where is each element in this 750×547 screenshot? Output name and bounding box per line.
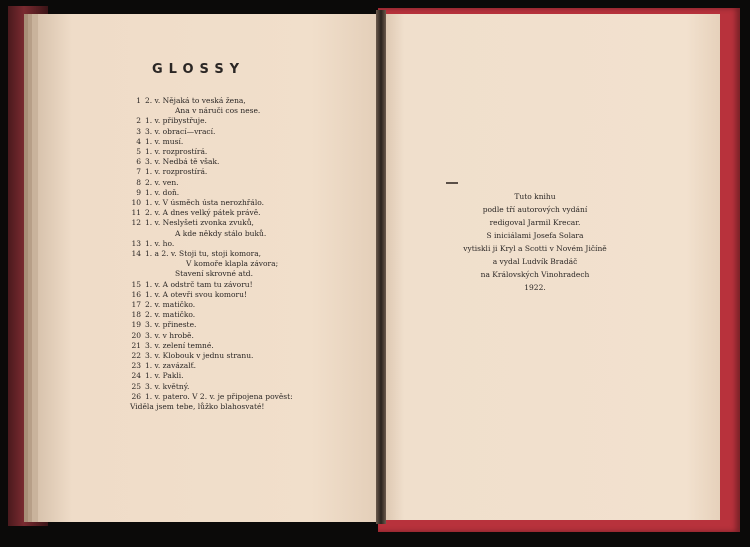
gloss-text: 1. v. rozprostírá. xyxy=(145,147,208,157)
gloss-text: 1. v. rozprostírá. xyxy=(145,167,208,177)
gloss-text: 1. v. Neslyšeti zvonka zvuků, xyxy=(145,218,254,228)
gloss-entry xyxy=(126,188,366,198)
gloss-text: 3. v. zelení temné. xyxy=(145,340,214,350)
gloss-entry xyxy=(126,280,366,290)
colophon xyxy=(430,190,640,294)
gloss-continuation: Stavení skrovné atd. xyxy=(175,269,253,279)
colophon-line: Tuto knihu xyxy=(514,192,556,201)
gloss-text: 3. v. v hrobě. xyxy=(145,330,194,340)
gloss-text: 3. v. Klobouk v jednu stranu. xyxy=(145,351,254,361)
gloss-text: 1. v. musí. xyxy=(145,136,184,146)
gloss-number: 5 xyxy=(136,147,141,157)
gloss-entry xyxy=(126,361,366,371)
gloss-entry xyxy=(126,239,366,249)
gloss-number: 2 xyxy=(136,116,141,126)
colophon-line: a vydal Ludvík Bradáč xyxy=(492,257,578,266)
gloss-number: 26 xyxy=(131,391,141,401)
gloss-number: 10 xyxy=(131,198,141,208)
gloss-number: 19 xyxy=(131,320,141,330)
gloss-number: 14 xyxy=(131,249,141,259)
gloss-number: 3 xyxy=(136,126,141,136)
book-gutter xyxy=(376,10,386,524)
gloss-entry xyxy=(126,137,366,147)
page-title: GLOSSY xyxy=(152,62,246,77)
gloss-text: 2. v. A dnes velký pátek právě. xyxy=(145,208,261,218)
gloss-entry xyxy=(126,382,366,392)
gloss-number: 23 xyxy=(131,361,141,371)
gloss-number: 7 xyxy=(136,167,141,177)
gloss-entry xyxy=(126,147,366,157)
gloss-number: 1 xyxy=(136,96,141,105)
gloss-text: 1. v. zavázalť. xyxy=(145,361,197,371)
gloss-number: 11 xyxy=(131,208,141,218)
gloss-text: 3. v. květný. xyxy=(145,381,190,391)
gloss-entry xyxy=(126,290,366,300)
gloss-entry xyxy=(126,208,366,218)
gloss-entry xyxy=(126,351,366,361)
gloss-entry xyxy=(126,249,366,259)
gloss-entry xyxy=(126,167,366,177)
colophon-line: redigoval Jarmil Krecar. xyxy=(489,218,581,227)
gloss-entry xyxy=(126,331,366,341)
gloss-entry xyxy=(126,127,366,137)
gloss-number: 8 xyxy=(136,177,141,187)
gloss-list xyxy=(126,96,366,412)
gloss-text: 3. v. přineste. xyxy=(145,320,197,330)
colophon-line: podle tří autorových vydání xyxy=(482,205,588,214)
gloss-number: 16 xyxy=(131,289,141,299)
gloss-continuation: V komoře klapla závora; xyxy=(186,259,279,269)
gloss-entry xyxy=(126,178,366,188)
gloss-text: 1. a 2. v. Stoji tu, stoji komora, xyxy=(145,249,262,259)
gloss-text: 1. v. ho. xyxy=(145,238,175,248)
gloss-text: 1. v. Pakli. xyxy=(145,371,184,381)
gloss-text: 1. v. A odstrč tam tu závoru! xyxy=(145,279,253,289)
gloss-number: 13 xyxy=(131,238,141,248)
gloss-number: 18 xyxy=(131,310,141,320)
gloss-number: 21 xyxy=(131,340,141,350)
gloss-text: 2. v. ven. xyxy=(145,177,179,187)
gloss-number: 22 xyxy=(131,351,141,361)
gloss-number: 25 xyxy=(131,381,141,391)
gloss-entry xyxy=(126,157,366,167)
gloss-text: 3. v. Nedbá tě však. xyxy=(145,157,220,167)
gloss-number: 6 xyxy=(136,157,141,167)
gloss-number: 17 xyxy=(131,300,141,310)
gloss-number: 4 xyxy=(136,136,141,146)
gloss-text: 1. v. V úsměch ústa nerozhřálo. xyxy=(145,198,265,208)
colophon-line: na Královských Vinohradech xyxy=(480,270,590,279)
printer-mark xyxy=(446,182,458,184)
gloss-number: 20 xyxy=(131,330,141,340)
colophon-line: vytiskli ji Kryl a Scotti v Novém Jičíně xyxy=(463,244,607,253)
gloss-entry xyxy=(126,218,366,228)
gloss-entry xyxy=(126,96,366,106)
gloss-entry xyxy=(126,371,366,381)
gloss-number: 9 xyxy=(136,187,141,197)
colophon-line: 1922. xyxy=(524,283,546,292)
gloss-entry xyxy=(126,198,366,208)
gloss-entry xyxy=(126,310,366,320)
gloss-text: 1. v. patero. V 2. v. je připojena pověst: xyxy=(145,391,293,401)
gloss-text: 2. v. matičko. xyxy=(145,300,196,310)
gloss-text: 3. v. obrací—vrací. xyxy=(145,126,216,136)
gloss-number: 12 xyxy=(131,218,141,228)
gloss-text: 1. v. doň. xyxy=(145,187,180,197)
gloss-text: 1. v. přibystřuje. xyxy=(145,116,207,126)
gloss-continuation: A kde někdy stálo buků. xyxy=(175,228,267,238)
gloss-continuation: Ana v náruči cos nese. xyxy=(175,106,261,116)
gloss-text: 2. v. Nějaká to veská žena, xyxy=(145,96,246,105)
gloss-entry xyxy=(126,320,366,330)
gloss-text: 1. v. A otevři svou komoru! xyxy=(145,289,247,299)
colophon-line: S iniciálami Josefa Solara xyxy=(486,231,584,240)
gloss-entry xyxy=(126,392,366,402)
gloss-entry xyxy=(126,116,366,126)
gloss-entry xyxy=(126,300,366,310)
gloss-number: 15 xyxy=(131,279,141,289)
gloss-final-line: Viděla jsem tebe, lůžko blahosvaté! xyxy=(130,402,265,412)
gloss-number: 24 xyxy=(131,371,141,381)
gloss-entry xyxy=(126,341,366,351)
gloss-text: 2. v. matičko. xyxy=(145,310,196,320)
